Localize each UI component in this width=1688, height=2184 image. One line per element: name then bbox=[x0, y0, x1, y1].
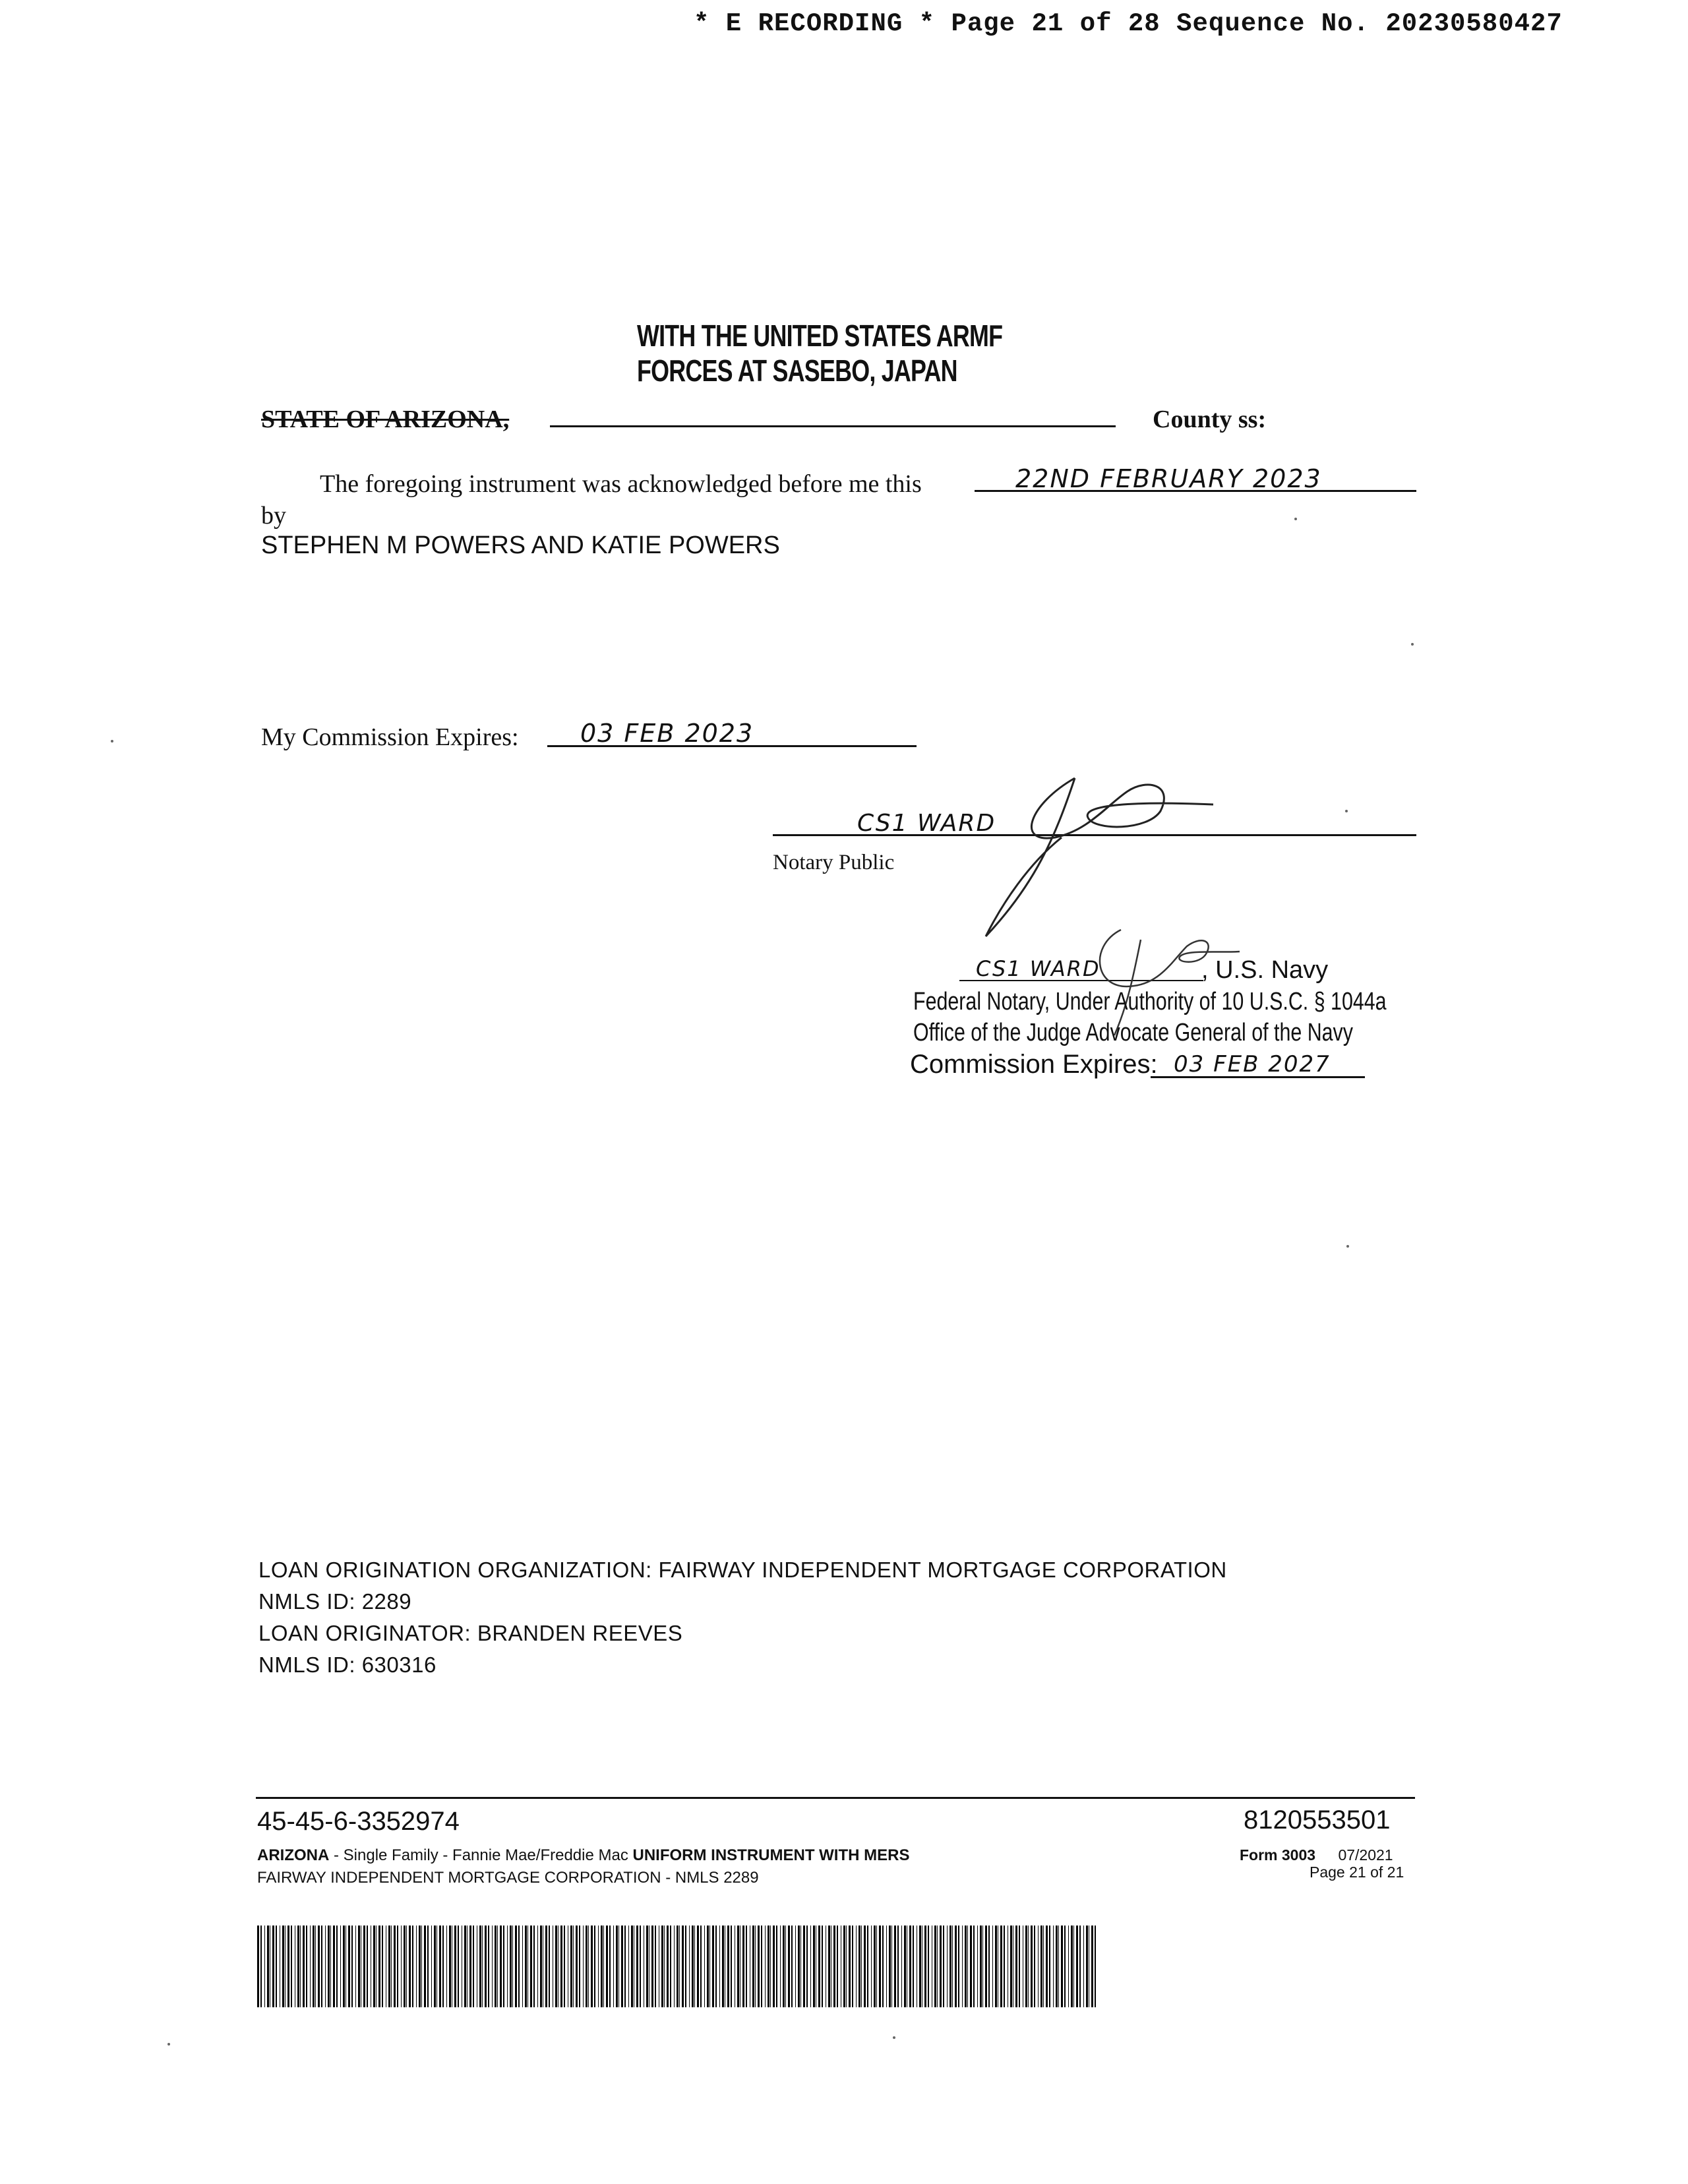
loan-org-nmls: NMLS ID: 2289 bbox=[258, 1589, 412, 1614]
scan-speck bbox=[1294, 518, 1297, 520]
navy-commission-handwritten: 03 FEB 2027 bbox=[1174, 1051, 1331, 1077]
scan-speck bbox=[1346, 1245, 1349, 1248]
form-instrument: UNIFORM INSTRUMENT WITH MERS bbox=[632, 1846, 910, 1864]
navy-branch: , U.S. Navy bbox=[1201, 956, 1329, 984]
county-line bbox=[550, 425, 1116, 427]
form-type: - Single Family - Fannie Mae/Freddie Mac bbox=[329, 1846, 633, 1864]
scan-speck bbox=[1411, 643, 1414, 646]
commission-handwritten: 03 FEB 2023 bbox=[580, 719, 754, 748]
venue-stamp-line2: FORCES AT SASEBO, JAPAN bbox=[637, 353, 957, 388]
loan-number: 45-45-6-3352974 bbox=[257, 1807, 460, 1836]
navy-name-handwritten: CS1 WARD bbox=[976, 956, 1100, 981]
page-of: Page 21 of 21 bbox=[1310, 1864, 1404, 1881]
by-label: by bbox=[261, 502, 286, 530]
form-description bbox=[257, 1846, 909, 1865]
lender-line: FAIRWAY INDEPENDENT MORTGAGE CORPORATION - NMLS 2289 bbox=[257, 1869, 759, 1887]
navy-office-line: Office of the Judge Advocate General of the Navy bbox=[913, 1019, 1353, 1046]
notary-name-handwritten: CS1 WARD bbox=[857, 810, 996, 837]
acknowledgment-text: The foregoing instrument was acknowledged before me this bbox=[320, 470, 922, 498]
form-number bbox=[1240, 1846, 1393, 1864]
loan-originator: LOAN ORIGINATOR: BRANDEN REEVES bbox=[258, 1621, 683, 1645]
venue-stamp-line1: WITH THE UNITED STATES ARMF bbox=[637, 318, 1003, 353]
navy-commission-label: Commission Expires: bbox=[910, 1050, 1158, 1079]
form-state: ARIZONA bbox=[257, 1846, 330, 1864]
scan-speck bbox=[167, 2043, 170, 2046]
form-label: Form 3003 bbox=[1240, 1846, 1316, 1864]
loan-originator-nmls: NMLS ID: 630316 bbox=[258, 1653, 437, 1677]
scan-speck bbox=[111, 740, 113, 743]
scan-speck bbox=[893, 2036, 895, 2039]
signer-names: STEPHEN M POWERS AND KATIE POWERS bbox=[261, 531, 780, 559]
form-date: 07/2021 bbox=[1338, 1846, 1393, 1864]
scan-speck bbox=[1345, 810, 1348, 812]
notary-public-label: Notary Public bbox=[773, 851, 895, 874]
loan-origination-org: LOAN ORIGINATION ORGANIZATION: FAIRWAY INDEPENDENT MORTGAGE CORPORATION bbox=[258, 1558, 1227, 1582]
state-struck: STATE OF ARIZONA, bbox=[261, 406, 510, 433]
navy-authority-line: Federal Notary, Under Authority of 10 U.S.C. § 1044a bbox=[913, 988, 1387, 1016]
document-number: 8120553501 bbox=[1244, 1805, 1391, 1835]
county-label: County ss: bbox=[1153, 406, 1267, 433]
recording-header: * E RECORDING * Page 21 of 28 Sequence No. 20230580427 bbox=[694, 9, 1563, 38]
footer-rule bbox=[256, 1797, 1415, 1799]
commission-label: My Commission Expires: bbox=[261, 723, 519, 751]
ack-date-handwritten: 22ND FEBRUARY 2023 bbox=[1015, 464, 1322, 493]
barcode bbox=[257, 1926, 1096, 2007]
